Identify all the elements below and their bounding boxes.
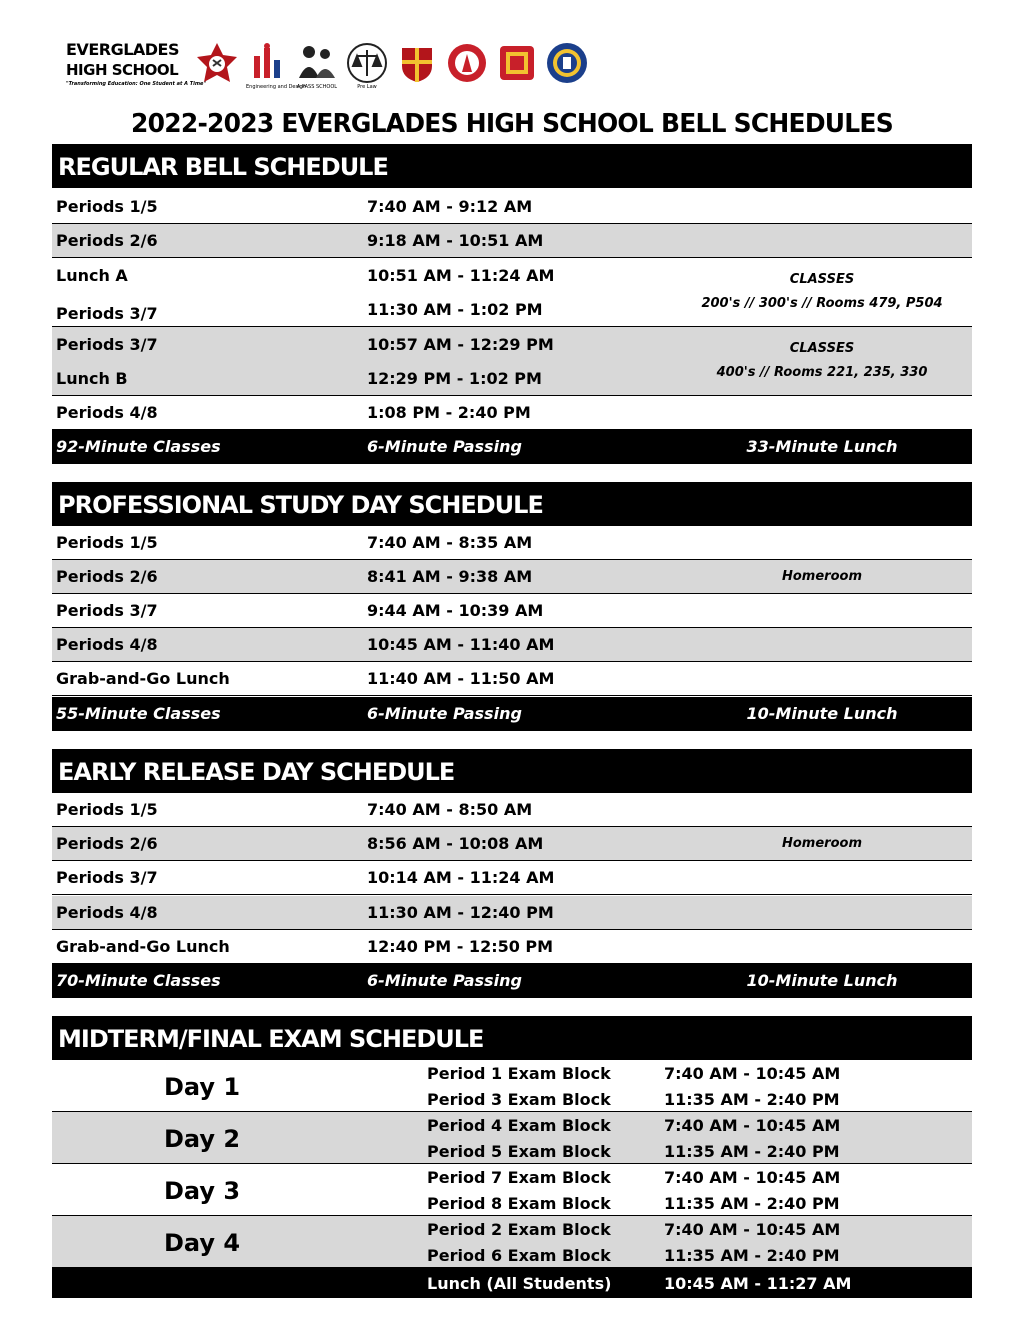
early-row-4 [52,896,972,930]
lunch-b-note-title: CLASSES [789,341,855,356]
passing-length: 6-Minute Passing [367,971,522,990]
regular-lunch-b-group [52,327,972,396]
exam-block: Period 8 Exam Block [427,1194,611,1213]
period-time: 12:40 PM - 12:50 PM [367,937,554,956]
period-label: Periods 3/7 [56,868,158,887]
exam-block: Period 4 Exam Block [427,1116,611,1135]
period-time: 10:14 AM - 11:24 AM [367,868,555,887]
professional-schedule-heading: PROFESSIONAL STUDY DAY SCHEDULE [52,482,972,526]
professional-row-4 [52,628,972,662]
exam-time: 11:35 AM - 2:40 PM [664,1090,840,1109]
professional-row-3 [52,594,972,628]
early-row-2 [52,827,972,861]
regular-row-7 [52,396,972,430]
period-time: 9:44 AM - 10:39 AM [367,601,544,620]
lunch-a-note-title: CLASSES [789,272,855,287]
pre-law-caption: Pre Law [357,84,377,90]
exam-block: Period 5 Exam Block [427,1142,611,1161]
period-label: Periods 1/5 [56,533,158,552]
regular-row-1 [52,190,972,224]
period-label: Grab-and-Go Lunch [56,669,230,688]
period-label: Periods 2/6 [56,567,158,586]
class-length: 92-Minute Classes [56,437,221,456]
exam-day-2 [52,1112,972,1164]
professional-row-1 [52,526,972,560]
page-title: 2022-2023 EVERGLADES HIGH SCHOOL BELL SCHEDULES [131,109,893,139]
passing-length: 6-Minute Passing [367,437,522,456]
period-time: 1:08 PM - 2:40 PM [367,403,531,422]
lunch-a-note-text: 200's // 300's // Rooms 479, P504 [701,296,943,311]
early-release-heading: EARLY RELEASE DAY SCHEDULE [52,749,972,793]
jrotc-emblem [496,42,538,84]
fbi-emblem [546,42,588,84]
early-summary-bar [52,964,972,998]
professional-summary-bar [52,697,972,731]
exam-lunch-bar [52,1268,972,1298]
period-label: Periods 1/5 [56,197,158,216]
professional-row-5 [52,662,972,696]
period-time: 8:56 AM - 10:08 AM [367,834,544,853]
period-time: 11:40 AM - 11:50 AM [367,669,555,688]
period-time: 8:41 AM - 9:38 AM [367,567,533,586]
period-label: Periods 4/8 [56,403,158,422]
period-time: 12:29 PM - 1:02 PM [367,369,542,388]
lunch-length: 10-Minute Lunch [746,704,898,723]
school-logo [66,40,207,88]
engineering-caption: Engineering and Design [246,84,306,90]
period-time: 7:40 AM - 8:50 AM [367,800,533,819]
exam-block: Period 6 Exam Block [427,1246,611,1265]
regular-schedule-heading: REGULAR BELL SCHEDULE [52,144,972,188]
period-time: 10:45 AM - 11:40 AM [367,635,555,654]
exam-time: 11:35 AM - 2:40 PM [664,1142,840,1161]
early-row-3 [52,861,972,895]
engineering-emblem [246,42,306,90]
period-time: 9:18 AM - 10:51 AM [367,231,544,250]
period-label: Lunch B [56,369,128,388]
logo-line-2: HIGH SCHOOL [66,61,179,79]
logo-line-1: EVERGLADES [66,40,180,59]
exam-time: 11:35 AM - 2:40 PM [664,1246,840,1265]
exam-day-3 [52,1164,972,1216]
professional-row-2 [52,560,972,594]
cambridge-emblem [396,42,438,84]
period-label: Periods 3/7 [56,335,158,354]
early-row-1 [52,793,972,827]
period-label: Periods 3/7 [56,304,158,323]
logo-tagline: "Transforming Education: One Student at A Time" [66,81,207,87]
period-time: 11:30 AM - 12:40 PM [367,903,554,922]
class-length: 70-Minute Classes [56,971,221,990]
period-label: Lunch A [56,266,128,285]
period-time: 7:40 AM - 8:35 AM [367,533,533,552]
homeroom-note: Homeroom [782,569,862,584]
exam-day-label: Day 2 [164,1125,241,1153]
early-row-5 [52,930,972,964]
exam-lunch-label: Lunch (All Students) [427,1274,612,1293]
exam-block: Period 1 Exam Block [427,1064,611,1083]
regular-row-2 [52,224,972,258]
passing-length: 6-Minute Passing [367,704,522,723]
exam-time: 7:40 AM - 10:45 AM [664,1168,841,1187]
pre-law-emblem [346,42,388,90]
period-label: Periods 4/8 [56,635,158,654]
period-time: 11:30 AM - 1:02 PM [367,300,543,319]
period-time: 7:40 AM - 9:12 AM [367,197,533,216]
exam-time: 7:40 AM - 10:45 AM [664,1220,841,1239]
exam-block: Period 2 Exam Block [427,1220,611,1239]
period-label: Periods 3/7 [56,601,158,620]
exam-time: 7:40 AM - 10:45 AM [664,1064,841,1083]
fire-academy-emblem [196,42,238,84]
exam-schedule-heading: MIDTERM/FINAL EXAM SCHEDULE [52,1016,972,1060]
program-emblems [196,42,588,94]
exam-time: 11:35 AM - 2:40 PM [664,1194,840,1213]
lunch-length: 10-Minute Lunch [746,971,898,990]
exam-lunch-time: 10:45 AM - 11:27 AM [664,1274,852,1293]
class-length: 55-Minute Classes [56,704,221,723]
biomedical-science-emblem [446,42,488,84]
period-time: 10:57 AM - 12:29 PM [367,335,554,354]
lunch-b-note-text: 400's // Rooms 221, 235, 330 [716,365,928,380]
period-time: 10:51 AM - 11:24 AM [367,266,555,285]
period-label: Periods 1/5 [56,800,158,819]
period-label: Grab-and-Go Lunch [56,937,230,956]
regular-summary-bar [52,430,972,464]
pass-school-emblem [296,42,338,90]
period-label: Periods 2/6 [56,231,158,250]
lunch-length: 33-Minute Lunch [746,437,898,456]
exam-block: Period 7 Exam Block [427,1168,611,1187]
regular-lunch-a-group [52,258,972,327]
exam-time: 7:40 AM - 10:45 AM [664,1116,841,1135]
pass-school-caption: A PASS SCHOOL [296,84,338,90]
homeroom-note: Homeroom [782,836,862,851]
exam-day-label: Day 3 [164,1177,241,1205]
exam-day-4 [52,1216,972,1268]
period-label: Periods 4/8 [56,903,158,922]
exam-day-label: Day 1 [164,1073,241,1101]
exam-day-1 [52,1060,972,1112]
period-label: Periods 2/6 [56,834,158,853]
exam-block: Period 3 Exam Block [427,1090,611,1109]
exam-day-label: Day 4 [164,1229,241,1257]
